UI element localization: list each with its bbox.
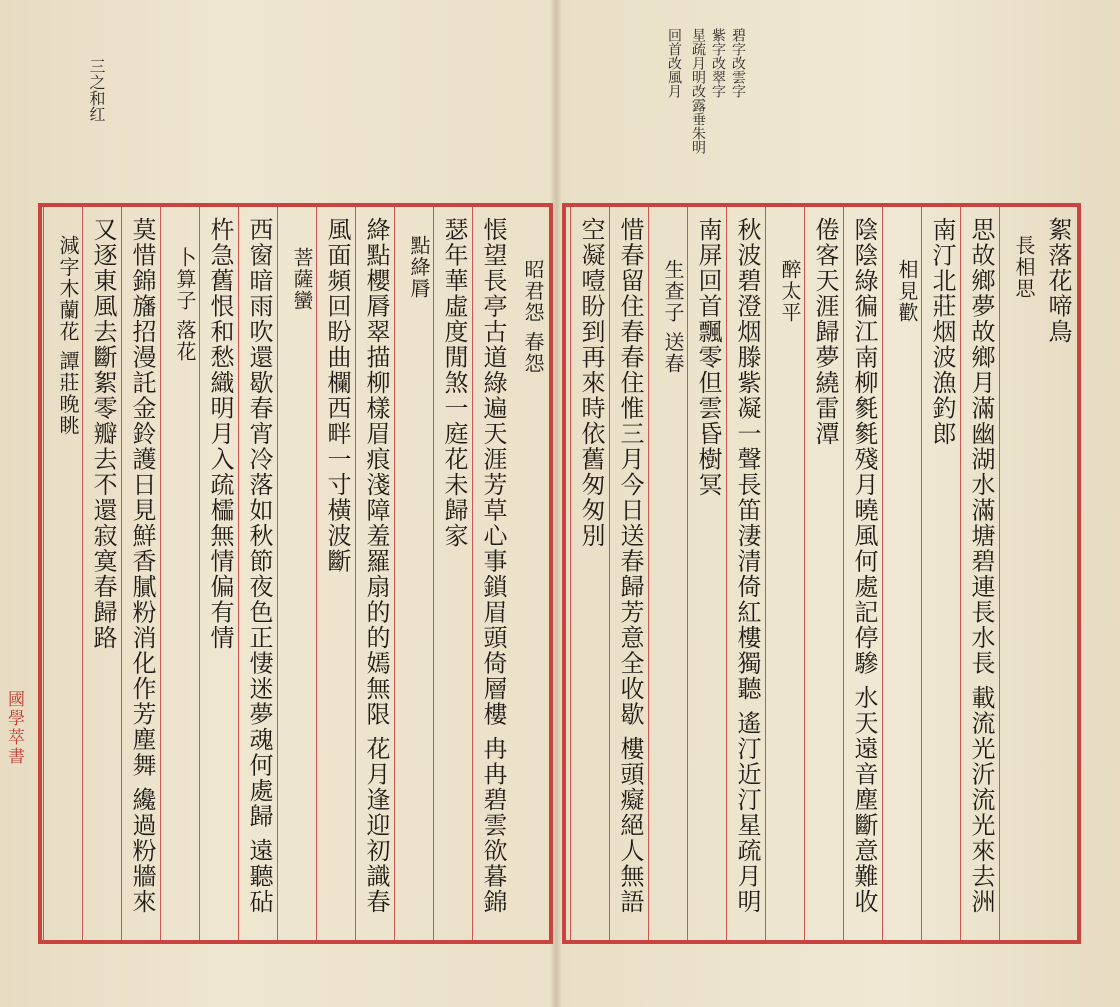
poem-line: 風面頻回盼曲欄西畔一寸橫波斷: [323, 217, 351, 574]
poem-line: 南汀北莊烟波漁釣郎: [928, 217, 956, 447]
text-column: [648, 207, 687, 940]
poem-line: 秋波碧澄烟滕紫凝一聲長笛淒清倚紅樓獨聽 遙汀近汀星疏月明: [733, 217, 761, 915]
text-column: [43, 207, 82, 940]
poem-line: 西窗暗雨吹還歇春宵冷落如秋節夜色正悽迷夢魂何處歸 遠聽砧: [245, 217, 273, 915]
poem-title: 菩薩蠻: [290, 247, 314, 312]
poem-title: 卜算子 落花: [173, 247, 197, 363]
book-title: 絮落花啼鳥: [1044, 217, 1072, 345]
poem-line: 陰陰綠徧江南柳毿毿殘月曉風何處記停驂 水天遠音塵斷意難收: [850, 217, 878, 915]
poem-title: 相見歡: [895, 259, 919, 324]
poem-line: 杵急舊恨和愁織明月入疏櫺無情偏有情: [206, 217, 234, 651]
poem-title: 醉太平: [778, 259, 802, 324]
poem-line: 莫惜錦旛招漫託金鈴護日見鮮香膩粉消化作芳塵舞 纔過粉牆來: [128, 217, 156, 915]
margin-note: 星疏月明改露垂朱明: [690, 28, 706, 154]
text-column: [472, 207, 511, 940]
poem-line: 又逐東風去斷絮零瓣去不還寂寞春歸路: [89, 217, 117, 651]
poem-title: 點絳脣: [407, 235, 431, 300]
text-column: [160, 207, 199, 940]
text-column: [804, 207, 843, 940]
poem-line: 倦客天涯歸夢繞雷潭: [811, 217, 839, 447]
poem-line: 惜春留住春春住惟三月今日送春歸芳意全收歇 樓頭癡絕人無語: [616, 217, 644, 915]
left-margin-note: 三之和红: [87, 58, 106, 122]
text-column: [687, 207, 726, 940]
margin-note: 回首改風月: [666, 28, 682, 98]
poem-line: 思故鄉夢故鄉月滿幽湖水滿塘碧連長水長 載流光沂流光來去洲: [967, 217, 995, 915]
text-column: [843, 207, 882, 940]
text-column: [1038, 207, 1077, 940]
poem-title: 生查子 送春: [661, 259, 685, 375]
text-column: [238, 207, 277, 940]
poem-line: 南屏回首飄零但雲昏樹冥: [694, 217, 722, 498]
poem-line: 瑟年華虛度閒煞一庭花未歸家: [440, 217, 468, 549]
poem-line: 絳點櫻脣翠描柳樣眉痕淺障羞羅扇的的嫣無限 花月逢迎初識春: [362, 217, 390, 915]
text-column: [394, 207, 433, 940]
text-column: [999, 207, 1038, 940]
text-column: [726, 207, 765, 940]
margin-note: 紫字改翠字: [710, 28, 726, 98]
text-column: [570, 207, 609, 940]
poem-title: 昭君怨 春怨: [521, 259, 545, 375]
text-column: [316, 207, 355, 940]
poem-title: 減字木蘭花 譚莊晚眺: [56, 235, 80, 437]
text-column: [609, 207, 648, 940]
text-column: [765, 207, 804, 940]
text-column: [960, 207, 999, 940]
poem-line: 悵望長亭古道綠遍天涯芳草心事鎖眉頭倚層樓 冉冉碧雲欲暮錦: [479, 217, 507, 915]
poem-line: 空凝噎盼到再來時依舊匆匆別: [577, 217, 605, 549]
text-column: [921, 207, 960, 940]
text-column: [511, 207, 549, 940]
text-column: [121, 207, 160, 940]
text-column: [355, 207, 394, 940]
text-column: [277, 207, 316, 940]
poem-title: 長相思: [1012, 235, 1036, 300]
text-column: [433, 207, 472, 940]
text-column: [882, 207, 921, 940]
margin-note: 碧字改雲字: [730, 28, 746, 98]
left-text-frame: [38, 203, 553, 944]
library-seal: 國學萃書: [4, 690, 24, 766]
text-column: [199, 207, 238, 940]
text-column: [82, 207, 121, 940]
right-text-frame: [562, 203, 1081, 944]
